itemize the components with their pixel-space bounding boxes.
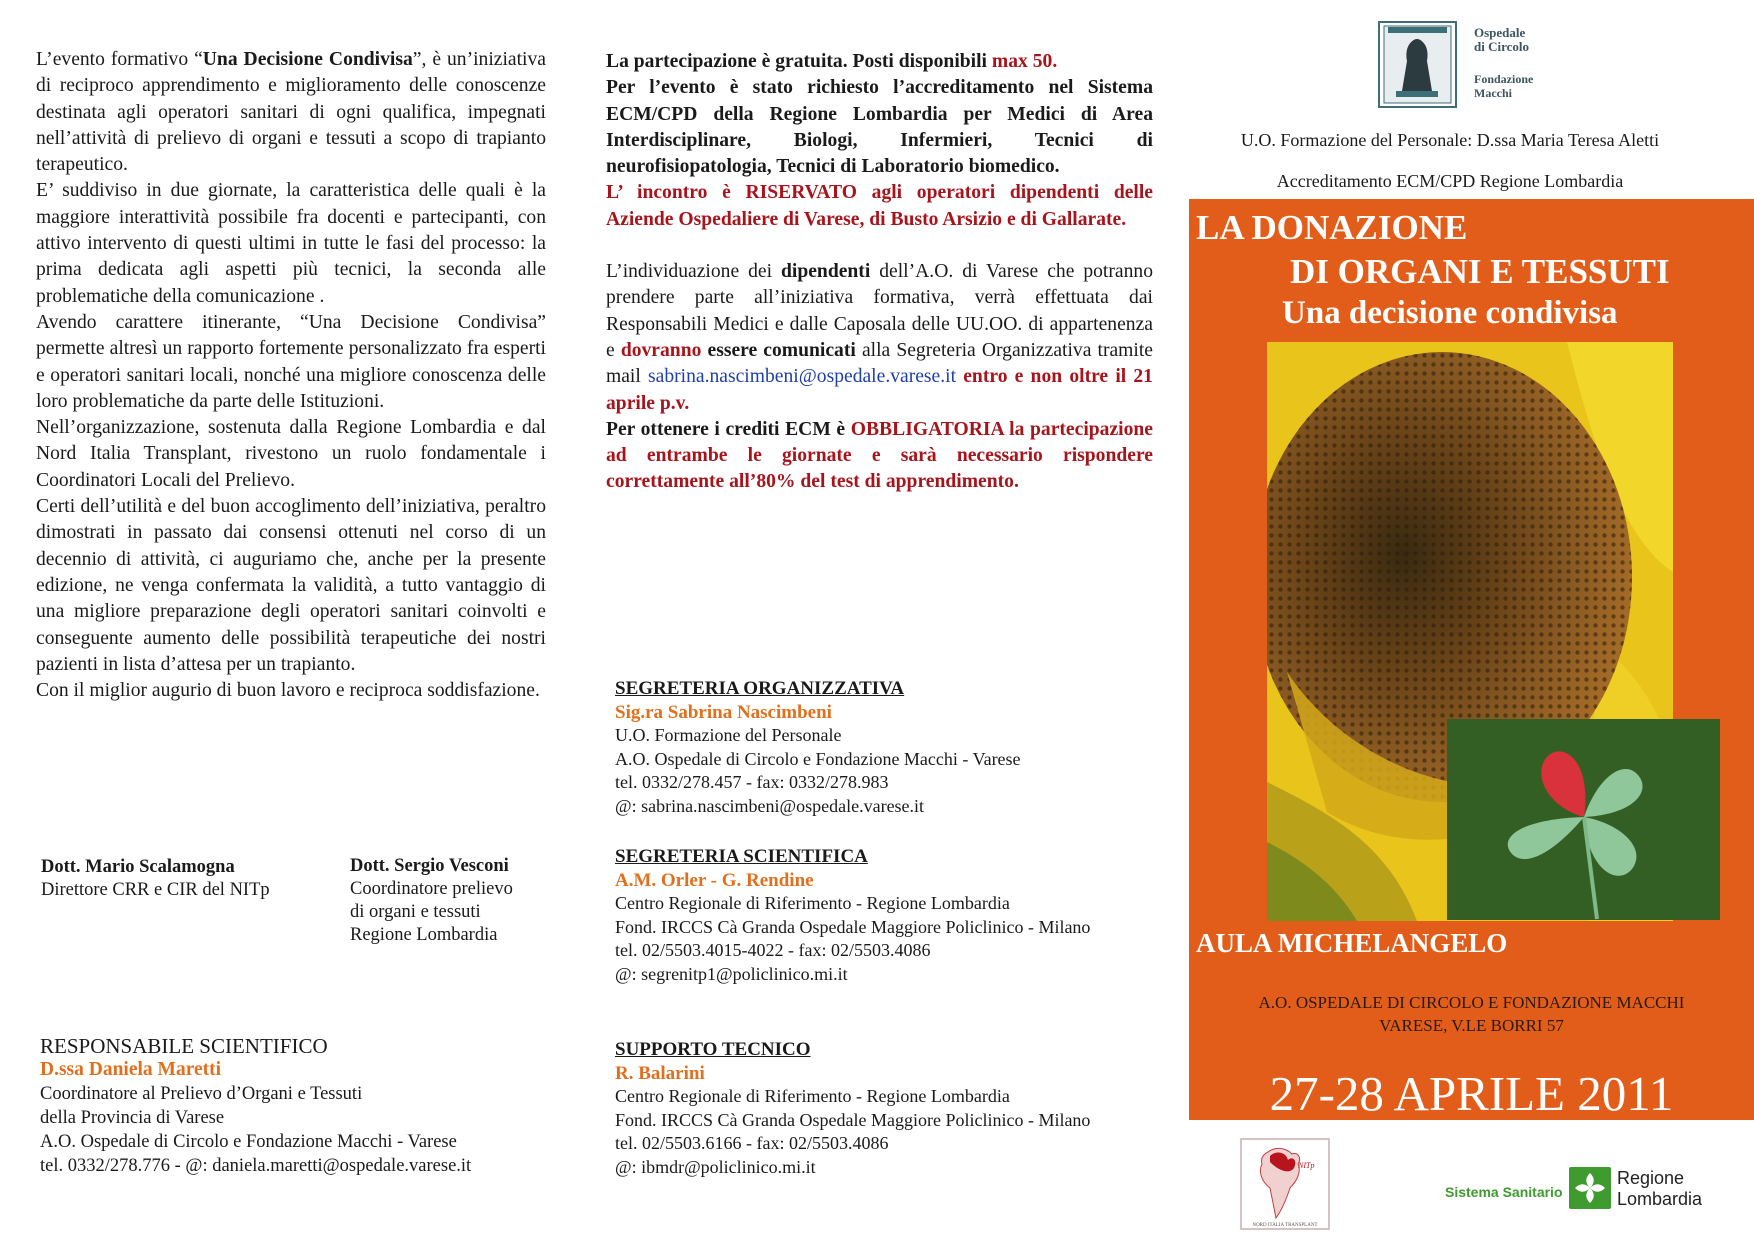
nitp-small-text: NITp	[1298, 1161, 1315, 1170]
signer-name: Dott. Mario Scalamogna	[41, 857, 235, 877]
signature-scalamogna	[41, 856, 331, 902]
contact-line: tel. 02/5503.6166 - fax: 02/5503.4086	[615, 1133, 889, 1153]
hospital-logo	[1378, 21, 1557, 108]
regione-rose-icon	[1569, 1167, 1611, 1209]
venue-address-line-1: A.O. OSPEDALE DI CIRCOLO E FONDAZIONE MACCHI	[1258, 993, 1685, 1012]
contact-line: tel. 0332/278.457 - fax: 0332/278.983	[615, 772, 889, 792]
intro-paragraph-3: Avendo carattere itinerante, “Una Decisione Condivisa” permette altresì un rapporto fortemente personalizzato fra esperti e operatori sanitari locali, nonché una migliore conoscenza delle loro problematiche da parte delle Istituzioni.	[36, 311, 546, 412]
logo-text: di Circolo	[1474, 39, 1530, 54]
participation-free: La partecipazione è gratuita. Posti disponibili max 50.	[606, 51, 1058, 72]
accreditation-text: Per l’evento è stato richiesto l’accreditamento nel Sistema ECM/CPD della Regione Lombardia per Medici di Area Interdisciplinare, Biologi, Infermieri, Tecnici di neurofisiopatologia, Tecnici di Laboratorio biomedico.	[606, 77, 1153, 178]
organizing-secretariat	[615, 677, 1155, 818]
scientific-secretariat	[615, 845, 1155, 986]
section-heading: RESPONSABILE SCIENTIFICO	[40, 1034, 328, 1058]
lead-contact: tel. 0332/278.776 - @: daniela.maretti@ospedale.varese.it	[40, 1156, 472, 1176]
intro-paragraph-1: L’evento formativo “Una Decisione Condivisa”, è un’iniziativa di reciproco apprendimento e miglioramento delle conoscenze destinata agli operatori sanitari di ogni qualifica, impegnati nell’attività di prelievo di organi e tessuti a scopo di trapianto terapeutico.	[36, 49, 546, 176]
ecm-requirement: Per ottenere i crediti ECM è OBBLIGATORIA la partecipazione ad entrambe le giornate e sarà necessario rispondere correttamente all’80% del test di apprendimento.	[606, 418, 1153, 493]
lead-line: A.O. Ospedale di Circolo e Fondazione Macchi - Varese	[40, 1132, 457, 1152]
contact-line: A.O. Ospedale di Circolo e Fondazione Macchi - Varese	[615, 748, 1021, 769]
contact-name: Sig.ra Sabrina Nascimbeni	[615, 701, 832, 723]
contact-email: @: segrenitp1@policlinico.mi.it	[615, 963, 848, 984]
contact-name: A.M. Orler - G. Rendine	[615, 869, 814, 891]
lead-name: D.ssa Daniela Maretti	[40, 1059, 222, 1080]
participation-info	[606, 49, 1153, 496]
regione-lombardia-logo	[1445, 1163, 1725, 1213]
nitp-caption: NORD ITALIA TRANSPLANT	[1252, 1223, 1318, 1228]
contact-line: Centro Regionale di Riferimento - Regione Lombardia	[615, 1086, 1010, 1106]
cover-title-line-2: DI ORGANI E TESSUTI	[1290, 252, 1670, 291]
logo-text: Ospedale	[1474, 25, 1526, 40]
venue-address-line-2: VARESE, V.LE BORRI 57	[1379, 1016, 1564, 1035]
intro-paragraph-5: Certi dell’utilità e del buon accoglimento dell’iniziativa, peraltro dimostrati in passato dai consensi ottenuti nel corso di un decennio di attività, ci auguriamo che, anche per la presente edizione, ne venga confermata la validità, a tutto vantaggio di una migliore preparazione degli operatori sanitari coinvolti e conseguente aumento delle possibilità terapeutiche dei nostri pazienti in lista d’attesa per un trapianto.	[36, 496, 546, 675]
contact-line: Fond. IRCCS Cà Granda Ospedale Maggiore Policlinico - Milano	[615, 916, 1091, 937]
intro-text	[36, 47, 546, 704]
contact-email: @: sabrina.nascimbeni@ospedale.varese.it	[615, 795, 925, 816]
contact-line: U.O. Formazione del Personale	[615, 725, 842, 745]
signer-role: Regione Lombardia	[350, 925, 498, 945]
logo-text: Fondazione	[1474, 72, 1534, 86]
section-heading: SEGRETERIA ORGANIZZATIVA	[615, 678, 905, 699]
intro-paragraph-2: E’ suddiviso in due giornate, la caratteristica delle quali è la maggiore interattività possibile fra docenti e partecipanti, con attivo intervento di questi ultimi in tutte le fasi del processo: la prima dedicata agli aspetti più tecnici, la seconda alle problematiche della comunicazione .	[36, 180, 546, 307]
signature-vesconi	[350, 855, 550, 947]
cover-subtitle: Una decisione condivisa	[1282, 295, 1618, 331]
contact-line: Centro Regionale di Riferimento - Regione Lombardia	[615, 893, 1010, 913]
lead-line: Coordinatore al Prelievo d’Organi e Tessuti	[40, 1084, 363, 1104]
contact-line: tel. 02/5503.4015-4022 - fax: 02/5503.4086	[615, 940, 931, 960]
contact-name: R. Balarini	[615, 1062, 705, 1084]
scientific-lead	[40, 1034, 560, 1178]
cover-title-line-1: LA DONAZIONE	[1196, 208, 1468, 247]
selection-text: L’individuazione dei dipendenti dell’A.O. di Varese che potranno prendere parte all’iniziativa formativa, verrà effettuata dai Responsabili Medici e dalle Caposala delle UU.OO. di appartenenza e dovranno essere comunicati alla Segreteria Organizzativa tramite mail sabrina.nascimbeni@ospedale.varese.it entro e non oltre il 21 aprile p.v.	[606, 261, 1153, 414]
signer-role: di organi e tessuti	[350, 902, 481, 922]
intro-paragraph-4: Nell’organizzazione, sostenuta dalla Regione Lombardia e dal Nord Italia Transplant, rivestono un ruolo fondamentale i Coordinatori Locali del Prelievo.	[36, 417, 546, 491]
lead-line: della Provincia di Varese	[40, 1108, 225, 1128]
signer-role: Coordinatore prelievo	[350, 879, 513, 899]
regione-right-text: Lombardia	[1617, 1189, 1703, 1209]
clover-heart-photo	[1447, 719, 1720, 920]
email-link[interactable]: sabrina.nascimbeni@ospedale.varese.it	[648, 366, 957, 388]
signer-role: Direttore CRR e CIR del NITp	[41, 880, 270, 900]
section-heading: SEGRETERIA SCIENTIFICA	[615, 846, 868, 867]
signer-name: Dott. Sergio Vesconi	[350, 856, 509, 876]
training-unit: U.O. Formazione del Personale: D.ssa Maria Teresa Aletti	[1240, 130, 1660, 150]
logo-text: Macchi	[1474, 86, 1512, 100]
contact-line: Fond. IRCCS Cà Granda Ospedale Maggiore Policlinico - Milano	[615, 1109, 1091, 1130]
spacer	[606, 233, 1153, 259]
contact-email: @: ibmdr@policlinico.mi.it	[615, 1156, 816, 1177]
event-date: 27-28 APRILE 2011	[1269, 1066, 1674, 1121]
reserved-notice: L’ incontro è RISERVATO agli operatori dipendenti delle Aziende Ospedaliere di Varese, di Busto Arsizio e di Gallarate.	[606, 182, 1153, 230]
section-heading: SUPPORTO TECNICO	[615, 1039, 811, 1060]
regione-left-text: Sistema Sanitario	[1445, 1184, 1563, 1200]
venue-room: AULA MICHELANGELO	[1196, 928, 1508, 958]
nitp-logo	[1240, 1138, 1330, 1230]
regione-right-text: Regione	[1617, 1168, 1685, 1188]
event-name: Una Decisione Condivisa	[202, 49, 413, 70]
intro-paragraph-6: Con il miglior augurio di buon lavoro e reciproca soddisfazione.	[36, 680, 540, 702]
technical-support	[615, 1038, 1155, 1179]
accreditation-line: Accreditamento ECM/CPD Regione Lombardia	[1276, 171, 1624, 191]
